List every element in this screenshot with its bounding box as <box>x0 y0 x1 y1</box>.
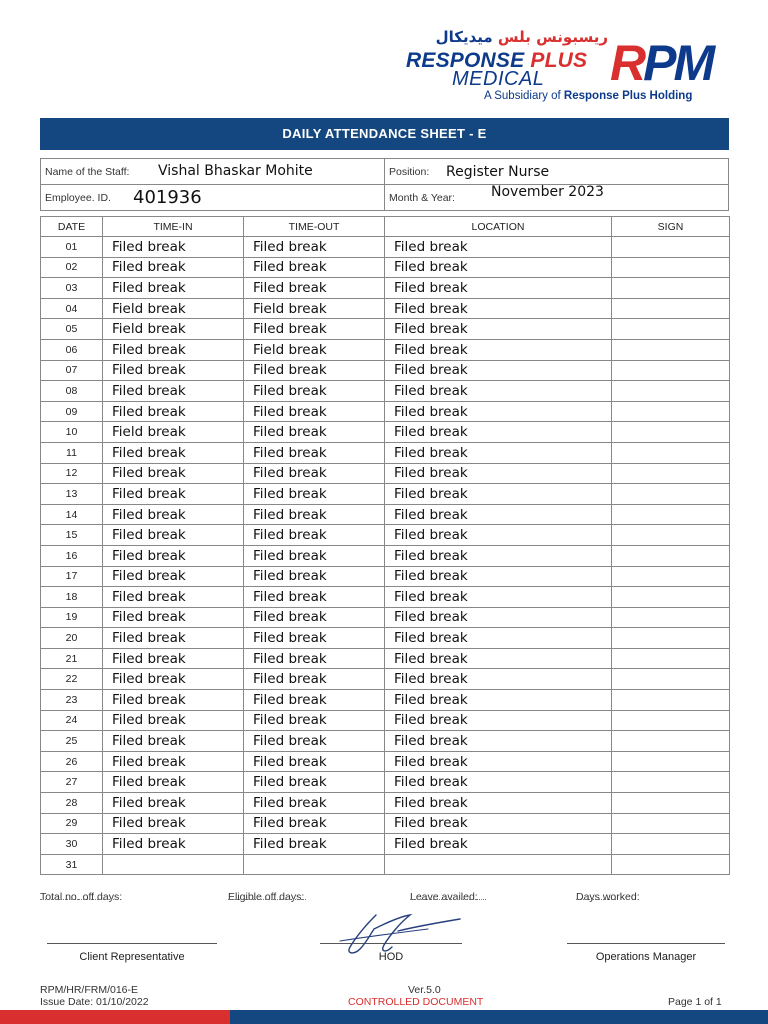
table-row <box>41 854 730 875</box>
time-in-cell: Filed break <box>103 834 244 855</box>
header-time-in: TIME-IN <box>103 217 244 237</box>
date-cell: 01 <box>41 237 103 258</box>
date-cell: 14 <box>41 504 103 525</box>
time-out-cell: Filed break <box>244 360 385 381</box>
time-in-cell: Filed break <box>103 463 244 484</box>
date-cell: 03 <box>41 278 103 299</box>
time-in-cell: Filed break <box>103 442 244 463</box>
time-in-cell: Filed break <box>103 237 244 258</box>
time-out-cell: Filed break <box>244 401 385 422</box>
sign-cell <box>612 751 730 772</box>
sign-cell <box>612 298 730 319</box>
sign-cell <box>612 442 730 463</box>
location-cell: Filed break <box>385 772 612 793</box>
time-in-cell: Filed break <box>103 648 244 669</box>
sign-cell <box>612 360 730 381</box>
location-cell: Filed break <box>385 628 612 649</box>
time-out-cell: Filed break <box>244 442 385 463</box>
table-row <box>41 298 730 319</box>
location-cell: Filed break <box>385 237 612 258</box>
footer-bar-red <box>0 1010 230 1024</box>
date-cell: 13 <box>41 484 103 505</box>
table-row <box>41 257 730 278</box>
table-row <box>41 360 730 381</box>
date-cell: 17 <box>41 566 103 587</box>
time-in-cell: Filed break <box>103 793 244 814</box>
attendance-table <box>40 216 730 875</box>
client-rep-signature-line <box>47 943 217 944</box>
date-cell: 16 <box>41 545 103 566</box>
location-cell: Filed break <box>385 607 612 628</box>
table-row <box>41 401 730 422</box>
form-code: RPM/HR/FRM/016-E <box>40 984 139 996</box>
date-cell: 07 <box>41 360 103 381</box>
logo-subsidiary: A Subsidiary of Response Plus Holding <box>484 90 693 102</box>
sign-cell <box>612 525 730 546</box>
header-date: DATE <box>41 217 103 237</box>
time-in-cell: Filed break <box>103 772 244 793</box>
sign-cell <box>612 628 730 649</box>
logo-arabic-text: ريسبونس بلس ميديكال <box>435 28 608 46</box>
attendance-rows <box>41 237 730 875</box>
location-cell: Filed break <box>385 422 612 443</box>
sign-cell <box>612 381 730 402</box>
time-out-cell: Filed break <box>244 731 385 752</box>
location-cell: Filed break <box>385 690 612 711</box>
sign-cell <box>612 587 730 608</box>
time-in-cell: Filed break <box>103 607 244 628</box>
table-row <box>41 504 730 525</box>
location-cell: Filed break <box>385 463 612 484</box>
sign-cell <box>612 278 730 299</box>
time-in-cell: Filed break <box>103 257 244 278</box>
date-cell: 28 <box>41 793 103 814</box>
time-out-cell: Filed break <box>244 648 385 669</box>
location-cell: Filed break <box>385 545 612 566</box>
time-out-cell: Filed break <box>244 587 385 608</box>
time-out-cell: Filed break <box>244 772 385 793</box>
header-time-out: TIME-OUT <box>244 217 385 237</box>
location-cell: Filed break <box>385 751 612 772</box>
table-row <box>41 525 730 546</box>
table-row <box>41 731 730 752</box>
location-cell: Filed break <box>385 669 612 690</box>
page-number: Page 1 of 1 <box>668 996 722 1008</box>
time-in-cell: Filed break <box>103 669 244 690</box>
sign-cell <box>612 854 730 875</box>
table-row <box>41 834 730 855</box>
sign-cell <box>612 607 730 628</box>
location-cell: Filed break <box>385 360 612 381</box>
date-cell: 15 <box>41 525 103 546</box>
location-cell: Filed break <box>385 710 612 731</box>
sign-cell <box>612 834 730 855</box>
header-location: LOCATION <box>385 217 612 237</box>
table-row <box>41 278 730 299</box>
time-in-cell: Filed break <box>103 587 244 608</box>
time-in-cell: Filed break <box>103 566 244 587</box>
sign-cell <box>612 669 730 690</box>
time-in-cell: Filed break <box>103 381 244 402</box>
time-out-cell: Filed break <box>244 690 385 711</box>
time-in-cell: Filed break <box>103 813 244 834</box>
date-cell: 27 <box>41 772 103 793</box>
time-in-cell: Filed break <box>103 278 244 299</box>
controlled-document-label: CONTROLLED DOCUMENT <box>348 996 484 1008</box>
logo-brand-line1: RESPONSE PLUS <box>406 49 588 72</box>
date-cell: 08 <box>41 381 103 402</box>
sign-cell <box>612 257 730 278</box>
table-row <box>41 442 730 463</box>
table-row <box>41 813 730 834</box>
table-row <box>41 484 730 505</box>
info-divider-horizontal <box>41 184 728 185</box>
location-cell: Filed break <box>385 401 612 422</box>
table-row <box>41 463 730 484</box>
time-in-cell: Field break <box>103 319 244 340</box>
location-cell: Filed break <box>385 278 612 299</box>
table-row <box>41 319 730 340</box>
date-cell: 06 <box>41 339 103 360</box>
sign-cell <box>612 648 730 669</box>
time-out-cell: Filed break <box>244 484 385 505</box>
table-row <box>41 751 730 772</box>
sign-cell <box>612 401 730 422</box>
time-out-cell: Filed break <box>244 607 385 628</box>
time-out-cell: Filed break <box>244 793 385 814</box>
time-out-cell <box>244 854 385 875</box>
hod-label: HOD <box>378 951 404 963</box>
time-out-cell: Filed break <box>244 319 385 340</box>
time-out-cell: Filed break <box>244 545 385 566</box>
time-in-cell: Filed break <box>103 690 244 711</box>
logo-brand-line2: MEDICAL <box>452 68 545 90</box>
time-in-cell: Filed break <box>103 731 244 752</box>
sign-cell <box>612 710 730 731</box>
header-sign: SIGN <box>612 217 730 237</box>
date-cell: 26 <box>41 751 103 772</box>
table-row <box>41 669 730 690</box>
employee-id-value: 401936 <box>133 187 202 208</box>
month-year-value: November 2023 <box>491 184 604 200</box>
time-out-cell: Filed break <box>244 504 385 525</box>
version: Ver.5.0 <box>408 984 441 996</box>
date-cell: 05 <box>41 319 103 340</box>
date-cell: 02 <box>41 257 103 278</box>
location-cell: Filed break <box>385 442 612 463</box>
time-out-cell: Filed break <box>244 710 385 731</box>
location-cell: Filed break <box>385 257 612 278</box>
ops-manager-label: Operations Manager <box>595 951 697 963</box>
time-out-cell: Filed break <box>244 751 385 772</box>
table-row <box>41 690 730 711</box>
time-out-cell: Filed break <box>244 813 385 834</box>
table-row <box>41 710 730 731</box>
date-cell: 09 <box>41 401 103 422</box>
date-cell: 31 <box>41 854 103 875</box>
table-row <box>41 381 730 402</box>
location-cell: Filed break <box>385 648 612 669</box>
time-in-cell: Filed break <box>103 504 244 525</box>
table-row <box>41 607 730 628</box>
time-in-cell: Field break <box>103 422 244 443</box>
date-cell: 20 <box>41 628 103 649</box>
time-out-cell: Filed break <box>244 834 385 855</box>
table-row <box>41 772 730 793</box>
time-out-cell: Filed break <box>244 422 385 443</box>
date-cell: 11 <box>41 442 103 463</box>
time-out-cell: Filed break <box>244 237 385 258</box>
ops-manager-signature-line <box>567 943 725 944</box>
date-cell: 23 <box>41 690 103 711</box>
sign-cell <box>612 545 730 566</box>
table-row <box>41 566 730 587</box>
time-out-cell: Filed break <box>244 278 385 299</box>
location-cell: Filed break <box>385 381 612 402</box>
date-cell: 12 <box>41 463 103 484</box>
date-cell: 29 <box>41 813 103 834</box>
time-out-cell: Filed break <box>244 257 385 278</box>
table-row <box>41 545 730 566</box>
time-out-cell: Filed break <box>244 525 385 546</box>
sign-cell <box>612 566 730 587</box>
sign-cell <box>612 484 730 505</box>
location-cell: Filed break <box>385 298 612 319</box>
location-cell: Filed break <box>385 587 612 608</box>
location-cell: Filed break <box>385 484 612 505</box>
month-year-label: Month & Year: <box>389 192 455 204</box>
date-cell: 10 <box>41 422 103 443</box>
date-cell: 30 <box>41 834 103 855</box>
employee-id-label: Employee. ID. <box>45 192 111 204</box>
time-out-cell: Filed break <box>244 669 385 690</box>
page-title: DAILY ATTENDANCE SHEET - E <box>40 118 729 150</box>
location-cell: Filed break <box>385 813 612 834</box>
rpm-logo-mark: RPM <box>610 35 713 91</box>
sign-cell <box>612 690 730 711</box>
time-out-cell: Field break <box>244 298 385 319</box>
company-logo <box>400 28 740 108</box>
location-cell: Filed break <box>385 504 612 525</box>
time-in-cell: Filed break <box>103 360 244 381</box>
footer-bar-blue <box>230 1010 768 1024</box>
date-cell: 18 <box>41 587 103 608</box>
sign-cell <box>612 422 730 443</box>
sign-cell <box>612 463 730 484</box>
client-rep-label: Client Representative <box>79 951 185 963</box>
sign-cell <box>612 339 730 360</box>
sign-cell <box>612 731 730 752</box>
sign-cell <box>612 793 730 814</box>
location-cell: Filed break <box>385 793 612 814</box>
time-in-cell: Filed break <box>103 484 244 505</box>
sign-cell <box>612 772 730 793</box>
location-cell: Filed break <box>385 525 612 546</box>
date-cell: 21 <box>41 648 103 669</box>
sign-cell <box>612 813 730 834</box>
time-out-cell: Filed break <box>244 566 385 587</box>
location-cell: Filed break <box>385 566 612 587</box>
date-cell: 24 <box>41 710 103 731</box>
issue-date: Issue Date: 01/10/2022 <box>40 996 149 1008</box>
time-in-cell: Filed break <box>103 339 244 360</box>
sign-cell <box>612 504 730 525</box>
position-label: Position: <box>389 166 430 178</box>
table-row <box>41 422 730 443</box>
date-cell: 22 <box>41 669 103 690</box>
table-row <box>41 628 730 649</box>
position-value: Register Nurse <box>446 164 550 180</box>
time-in-cell: Filed break <box>103 525 244 546</box>
sign-cell <box>612 319 730 340</box>
location-cell <box>385 854 612 875</box>
staff-name-label: Name of the Staff: <box>45 166 130 178</box>
time-in-cell: Filed break <box>103 628 244 649</box>
time-out-cell: Field break <box>244 339 385 360</box>
location-cell: Filed break <box>385 319 612 340</box>
time-in-cell: Filed break <box>103 401 244 422</box>
location-cell: Filed break <box>385 731 612 752</box>
date-cell: 04 <box>41 298 103 319</box>
time-out-cell: Filed break <box>244 628 385 649</box>
sign-cell <box>612 237 730 258</box>
date-cell: 19 <box>41 607 103 628</box>
time-in-cell: Filed break <box>103 545 244 566</box>
staff-info-box <box>40 158 729 211</box>
staff-name-value: Vishal Bhaskar Mohite <box>158 163 313 179</box>
table-row <box>41 339 730 360</box>
table-row <box>41 237 730 258</box>
location-cell: Filed break <box>385 339 612 360</box>
time-in-cell: Field break <box>103 298 244 319</box>
date-cell: 25 <box>41 731 103 752</box>
location-cell: Filed break <box>385 834 612 855</box>
table-row <box>41 587 730 608</box>
time-in-cell: Filed break <box>103 751 244 772</box>
table-row <box>41 648 730 669</box>
time-in-cell <box>103 854 244 875</box>
table-row <box>41 793 730 814</box>
time-out-cell: Filed break <box>244 463 385 484</box>
time-out-cell: Filed break <box>244 381 385 402</box>
table-header-row <box>41 217 730 237</box>
time-in-cell: Filed break <box>103 710 244 731</box>
